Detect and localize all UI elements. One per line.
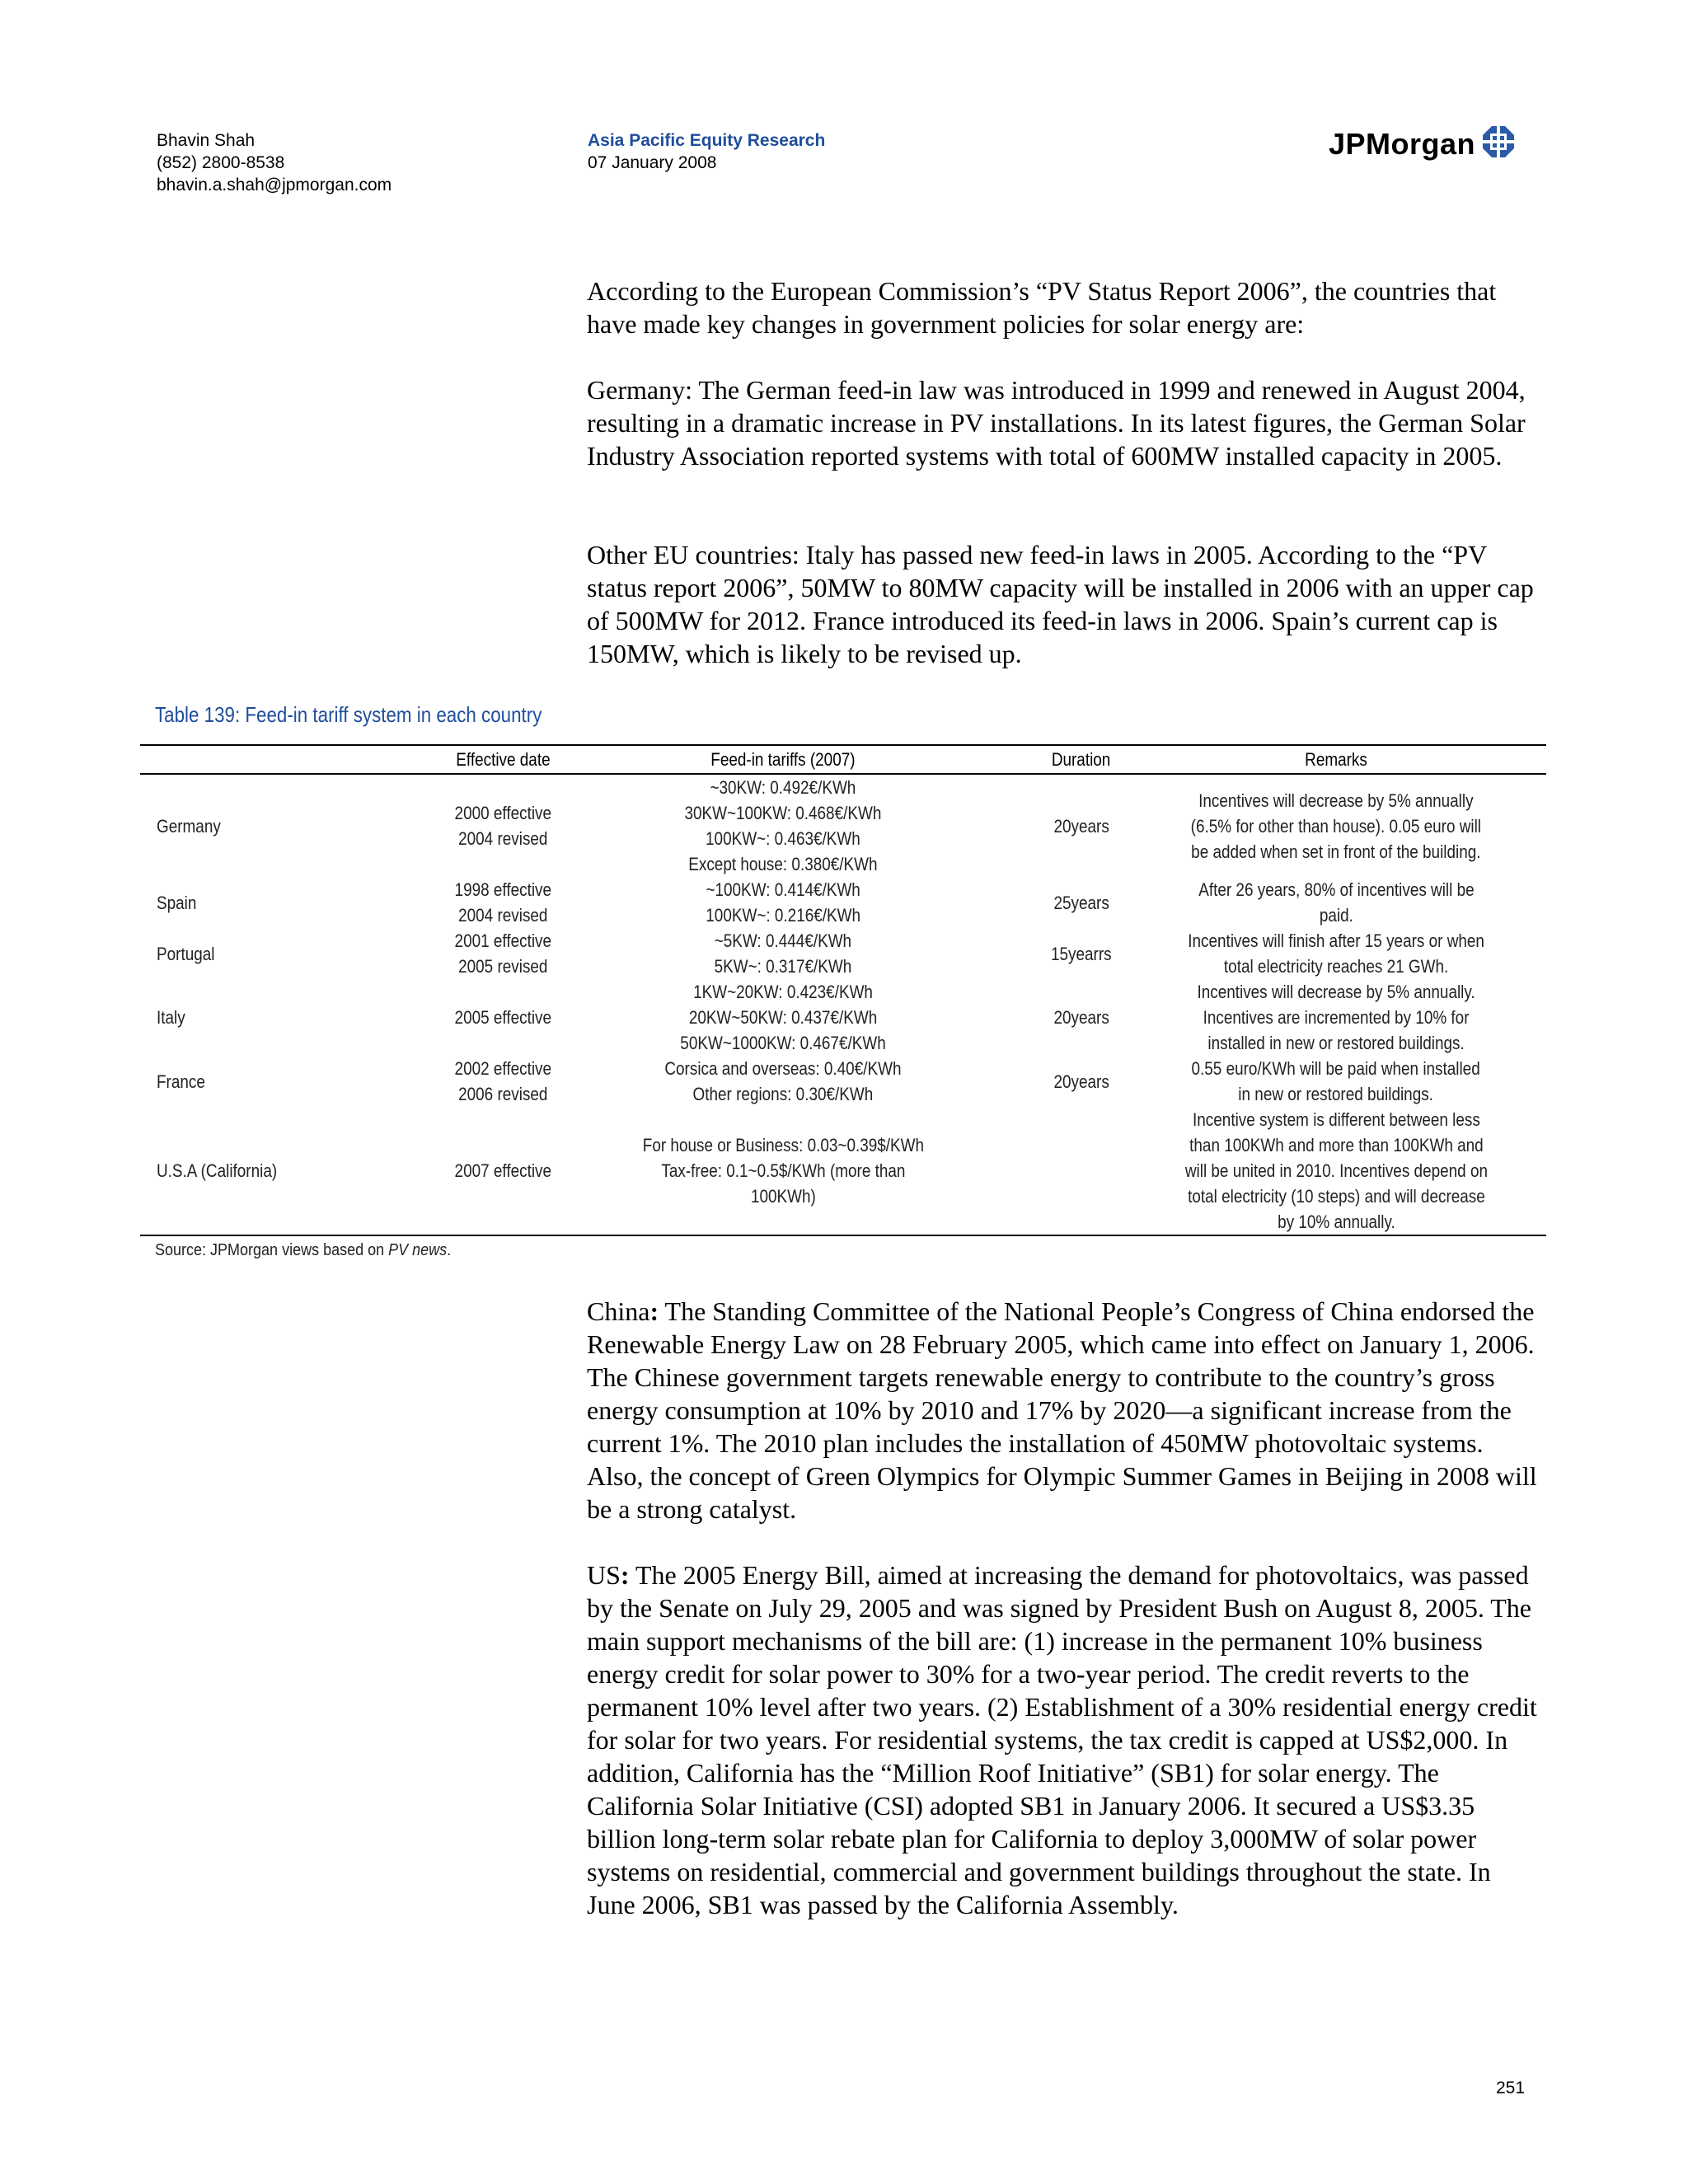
author-email: bhavin.a.shah@jpmorgan.com [157, 176, 392, 194]
us-label: US [587, 1560, 621, 1590]
header-effective-date: Effective date [455, 749, 551, 770]
cell-duration: 20years [1053, 1007, 1109, 1028]
china-text: The Standing Committee of the National People’s Congress of China endorsed the Renewable Energy Law on 28 February 2005, which came into effect on January 1, 2006. The Chinese government targets renewable energy to contribute to the country’s gross energy consumption at 10% by 2010 and 17% by 2020—a significant increase from the current 1%. The 2010 plan includes the installation of 450MW photovoltaic systems. Also, the concept of Green Olympics for Olympic Summer Games in Beijing in 2008 will be a strong catalyst. [587, 1296, 1537, 1524]
cell-remarks: 0.55 euro/KWh will be paid when installed in new or restored buildings. [1191, 1058, 1481, 1104]
report-date: 07 January 2008 [588, 153, 717, 172]
cell-duration: 20years [1053, 1071, 1109, 1092]
table-row [140, 979, 1546, 1056]
table-source: Source: JPMorgan views based on PV news. [155, 1241, 452, 1259]
department-title: Asia Pacific Equity Research [588, 131, 826, 150]
cell-feed-in-tariffs: ~5KW: 0.444€/KWh 5KW~: 0.317€/KWh [714, 930, 852, 977]
report-info [588, 129, 825, 174]
cell-remarks: Incentives will decrease by 5% annually (6.5% for other than house). 0.05 euro will be added when set in front of the building. [1190, 790, 1482, 862]
cell-duration [1007, 1158, 1156, 1183]
cell-feed-in-tariffs: ~100KW: 0.414€/KWh 100KW~: 0.216€/KWh [706, 879, 860, 926]
cell-duration: 15yearrs [1051, 943, 1112, 964]
intro-paragraph-germany: Germany: The German feed-in law was introduced in 1999 and renewed in August 2004, resulting in a dramatic increase in PV installations. In its latest figures, the German Solar Industry Association reported systems with total of 600MW installed capacity in 2005. [587, 375, 1526, 471]
cell-effective-date: 2002 effective 2006 revised [454, 1058, 551, 1104]
author-name: Bhavin Shah [157, 131, 256, 150]
table-row [140, 1107, 1546, 1235]
cell-duration: 25years [1053, 892, 1109, 913]
author-phone: (852) 2800-8538 [157, 153, 285, 172]
intro-paragraph-1: According to the European Commission’s “PV Status Report 2006”, the countries that have made key changes in government policies for solar energy are: [587, 276, 1497, 339]
table-title: Table 139: Feed-in tariff system in each country [155, 702, 542, 727]
cell-country: Italy [157, 1007, 185, 1028]
cell-duration: 20years [1053, 815, 1109, 837]
cell-feed-in-tariffs: For house or Business: 0.03~0.39$/KWh Tax-free: 0.1~0.5$/KWh (more than 100KWh) [642, 1135, 924, 1207]
jpmorgan-octagon-logo-icon [1482, 125, 1515, 162]
header-remarks: Remarks [1305, 749, 1367, 770]
cell-effective-date: 2007 effective [454, 1160, 551, 1181]
cell-effective-date: 2005 effective [454, 1007, 551, 1028]
cell-remarks: After 26 years, 80% of incentives will be paid. [1198, 879, 1475, 926]
cell-country: Spain [157, 892, 197, 913]
table-row [140, 1056, 1546, 1107]
table-row [140, 877, 1546, 928]
cell-effective-date: 2001 effective 2005 revised [454, 930, 551, 977]
author-block [157, 129, 392, 196]
china-label: China [587, 1296, 650, 1326]
cell-feed-in-tariffs: 1KW~20KW: 0.423€/KWh 20KW~50KW: 0.437€/KWh 50KW~1000KW: 0.467€/KWh [680, 982, 886, 1053]
cell-remarks: Incentives will decrease by 5% annually. Incentives are incremented by 10% for installed in new or restored buildings. [1197, 982, 1475, 1053]
cell-country: Germany [157, 815, 221, 837]
intro-paragraph-other-eu: Other EU countries: Italy has passed new feed-in laws in 2005. According to the “PV status report 2006”, 50MW to 80MW capacity will be installed in 2006 with an upper cap of 500MW for 2012. France introduced its feed-in laws in 2006. Spain’s current cap is 150MW, which is likely to be revised up. [587, 540, 1534, 668]
header-country [140, 747, 437, 772]
cell-remarks: Incentive system is different between less than 100KWh and more than 100KWh and will be united in 2010. Incentives depend on total electricity (10 steps) and will decrease by 10% annually. [1184, 1109, 1488, 1232]
cell-effective-date: 2000 effective 2004 revised [454, 803, 551, 849]
jpmorgan-logo [1329, 125, 1515, 162]
cell-country: U.S.A (California) [157, 1160, 278, 1181]
table-row [140, 775, 1546, 877]
page-number: 251 [1496, 2079, 1526, 2097]
table-row [140, 928, 1546, 979]
cell-feed-in-tariffs: ~30KW: 0.492€/KWh 30KW~100KW: 0.468€/KWh 100KW~: 0.463€/KWh Except house: 0.380€/KWh [684, 777, 882, 874]
header-duration: Duration [1052, 749, 1111, 770]
us-text: The 2005 Energy Bill, aimed at increasing the demand for photovoltaics, was passed by the Senate on July 29, 2005 and was signed by President Bush on August 8, 2005. The main support mechanisms of the bill are: (1) increase in the permanent 10% business energy credit for solar power to 30% for a two-year period. The credit reverts to the permanent 10% level after two years. (2) Establishment of a 30% residential energy credit for solar for two years. For residential systems, the tax credit is capped at US$2,000. In addition, California has the “Million Roof Initiative” (SB1) for solar energy. The California Solar Initiative (CSI) adopted SB1 in January 2006. It secured a US$3.35 billion long-term solar rebate plan for California to deploy 3,000MW of solar power systems on residential, commercial and government buildings throughout the state. In June 2006, SB1 was passed by the California Assembly. [587, 1560, 1537, 1919]
cell-effective-date: 1998 effective 2004 revised [454, 879, 551, 926]
cell-feed-in-tariffs: Corsica and overseas: 0.40€/KWh Other regions: 0.30€/KWh [664, 1058, 902, 1104]
table-body [140, 775, 1546, 1235]
cell-country: Portugal [157, 943, 215, 964]
header-feed-in-tariffs: Feed-in tariffs (2007) [710, 749, 856, 770]
table-header-row [140, 746, 1546, 775]
china-paragraph: China: The Standing Committee of the National People’s Congress of China endorsed the Renewable Energy Law on 28 February 2005, which came into effect on January 1, 2006. The Chinese government targets renewable energy to contribute to the country’s gross energy consumption at 10% by 2010 and 17% by 2020—a significant increase from the current 1%. The 2010 plan includes the installation of 450MW photovoltaic systems. Also, the concept of Green Olympics for Olympic Summer Games in Beijing in 2008 will be a strong catalyst. [587, 1296, 1537, 1524]
us-paragraph: US: The 2005 Energy Bill, aimed at increasing the demand for photovoltaics, was passed by the Senate on July 29, 2005 and was signed by President Bush on August 8, 2005. The main support mechanisms of the bill are: (1) increase in the permanent 10% business energy credit for solar power to 30% for a two-year period. The credit reverts to the permanent 10% level after two years. (2) Establishment of a 30% residential energy credit for solar for two years. For residential systems, the tax credit is capped at US$2,000. In addition, California has the “Million Roof Initiative” (SB1) for solar energy. The California Solar Initiative (CSI) adopted SB1 in January 2006. It secured a US$3.35 billion long-term solar rebate plan for California to deploy 3,000MW of solar power systems on residential, commercial and government buildings throughout the state. In June 2006, SB1 was passed by the California Assembly. [587, 1560, 1537, 1919]
cell-remarks: Incentives will finish after 15 years or when total electricity reaches 21 GWh. [1188, 930, 1484, 977]
logo-text: JPMorgan [1329, 126, 1476, 161]
cell-country: France [157, 1071, 205, 1092]
source-publication: PV news [388, 1241, 448, 1259]
feed-in-tariff-table [140, 744, 1546, 1236]
